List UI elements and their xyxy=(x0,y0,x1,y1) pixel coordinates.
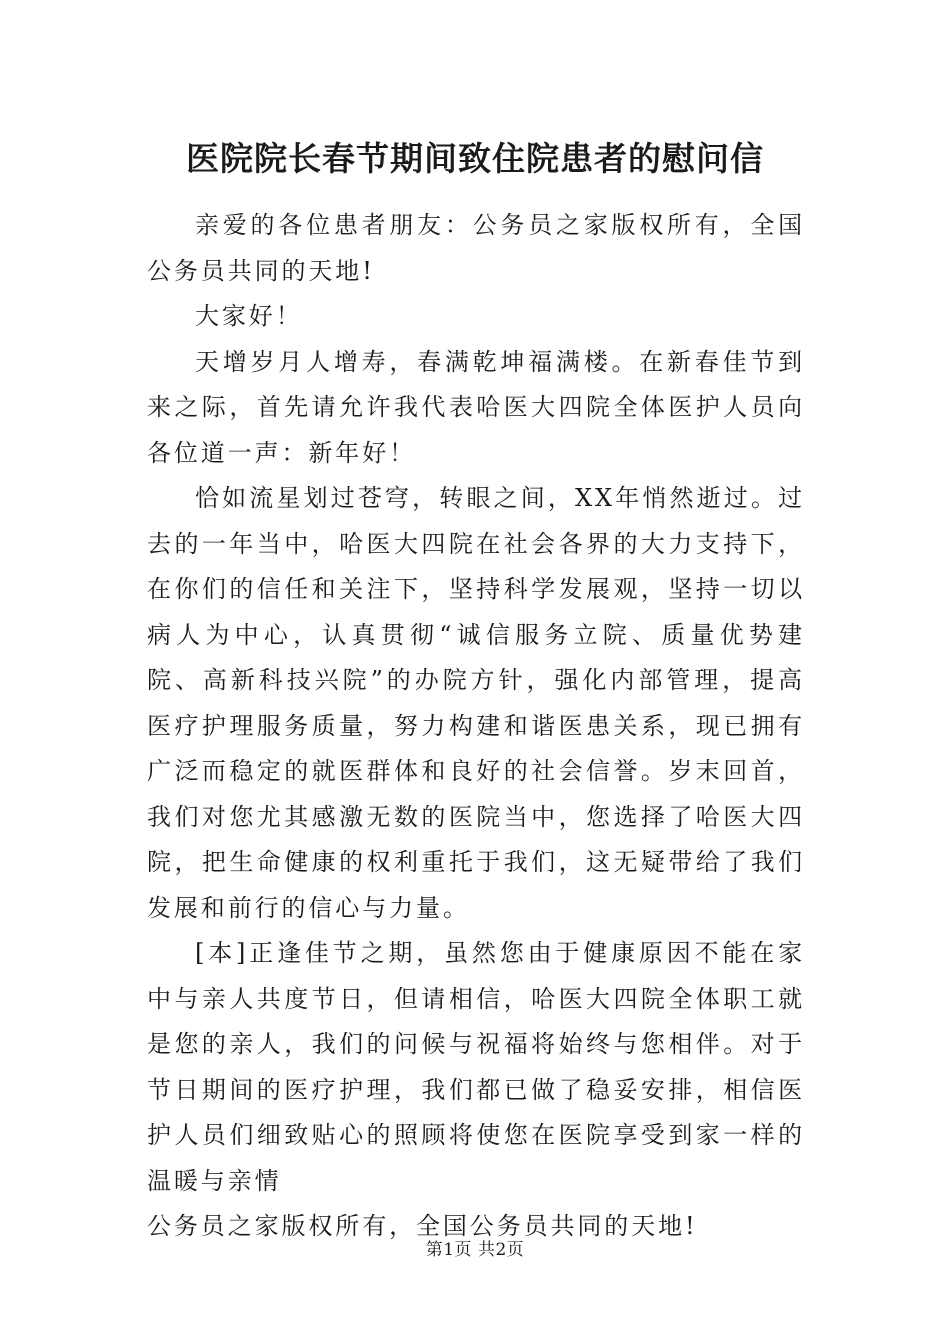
paragraph-review: 恰如流星划过苍穹，转眼之间，XX年悄然逝过。过去的一年当中，哈医大四院在社会各界的大力支持下，在你们的信任和关注下，坚持科学发展观，坚持一切以病人为中心，认真贯彻“诚信服务立院、质量优势建院、高新科技兴院”的办院方针，强化内部管理，提高医疗护理服务质量，努力构建和谐医患关系，现已拥有广泛而稳定的就医群体和良好的社会信誉。岁末回首，我们对您尤其感激无数的医院当中，您选择了哈医大四院，把生命健康的权利重托于我们，这无疑带给了我们发展和前行的信心与力量。 xyxy=(147,484,805,922)
document-title: 医院院长春节期间致住院患者的慰问信 xyxy=(186,139,764,178)
document-body xyxy=(147,203,805,1250)
paragraph-holiday: [本]正逢佳节之期，虽然您由于健康原因不能在家中与亲人共度节日，但请相信，哈医大四院全体职工就是您的亲人，我们的问候与祝福将始终与您相伴。对于节日期间的医疗护理，我们都已做了稳妥安排，相信医护人员们细致贴心的照顾将使您在医院享受到家一样的温暖与亲情 xyxy=(147,939,805,1195)
closing-line: 公务员之家版权所有，全国公务员共同的天地! xyxy=(147,1212,698,1240)
paragraph-greeting: 亲爱的各位患者朋友：公务员之家版权所有，全国公务员共同的天地! xyxy=(147,211,805,285)
page-indicator: 第1页 共2页 xyxy=(425,1240,525,1260)
paragraph-new-year: 天增岁月人增寿，春满乾坤福满楼。在新春佳节到来之际，首先请允许我代表哈医大四院全体医护人员向各位道一声：新年好！ xyxy=(147,347,805,467)
paragraph-hello: 大家好！ xyxy=(195,302,303,330)
